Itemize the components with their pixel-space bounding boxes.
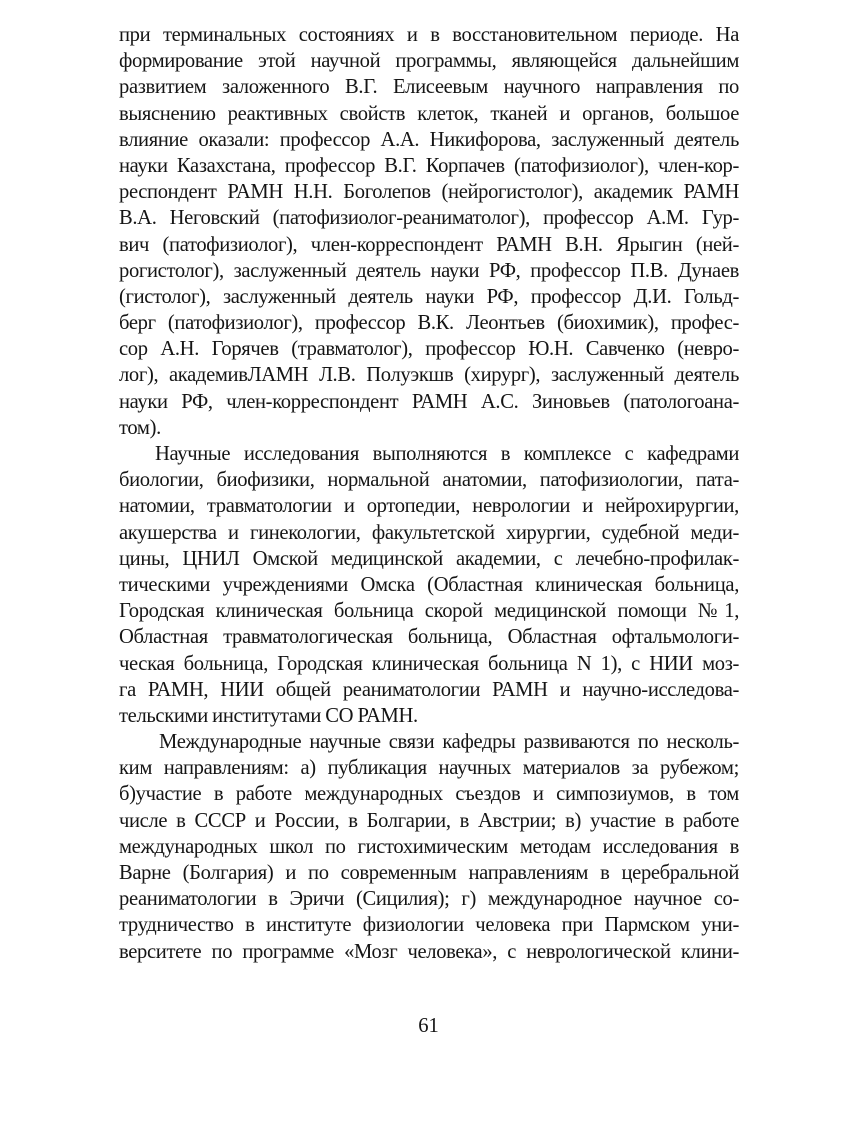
text-line: международных школ по гистохимическим методам исследования в xyxy=(119,835,739,858)
text-line: трудничество в институте физиологии человека при Пармском уни- xyxy=(119,914,739,937)
text-line: акушерства и гинекологии, факультетской хирургии, судебной меди- xyxy=(119,521,739,544)
text-line: Варне (Болгария) и по современным направлениям в церебральной xyxy=(119,862,739,884)
text-line: б)участие в работе международных съездов и симпозиумов, в том xyxy=(119,783,739,806)
paragraph-2 xyxy=(119,441,739,729)
text-line: В.А. Неговский (патофизиолог-реаниматолог), профессор А.М. Гур- xyxy=(119,207,739,230)
text-line: Городская клиническая больница скорой медицинской помощи №1, xyxy=(119,600,739,623)
paragraph-1 xyxy=(119,22,739,441)
text-line: Областная травматологическая больница, Областная офтальмологи- xyxy=(119,626,739,649)
text-line: том). xyxy=(119,416,161,439)
text-line: формирование этой научной программы, являющейся дальнейшим xyxy=(119,50,739,73)
paragraph-3 xyxy=(119,729,739,965)
text-line: берг (патофизиолог), профессор В.К. Леонтьев (биохимик), профес- xyxy=(119,312,739,335)
text-line: (гистолог), заслуженный деятель науки РФ, профессор Д.И. Гольд- xyxy=(119,285,739,308)
text-line: сор А.Н. Горячев (травматолог), профессор Ю.Н. Савченко (невро- xyxy=(119,338,739,361)
text-line: вич (патофизиолог), член-корреспондент РАМН В.Н. Ярыгин (ней- xyxy=(119,233,739,256)
text-line: га РАМН, НИИ общей реаниматологии РАМН и научно-исследова- xyxy=(119,678,739,701)
text-line: реаниматологии в Эричи (Сицилия); г) международное научное со- xyxy=(119,888,739,911)
text-line: влияние оказали: профессор А.А. Никифорова, заслуженный деятель xyxy=(119,128,739,151)
text-line: развитием заложенного В.Г. Елисеевым научного направления по xyxy=(119,76,739,99)
page-number: 61 xyxy=(418,1015,439,1037)
text-line: при терминальных состояниях и в восстановительном периоде. На xyxy=(119,24,739,46)
text-line: тельскими институтами СО РАМН. xyxy=(119,704,418,727)
text-line: тическими учреждениями Омска (Областная клиническая больница, xyxy=(119,573,739,596)
text-line: натомии, травматологии и ортопедии, неврологии и нейрохирургии, xyxy=(119,495,739,518)
text-line: респондент РАМН Н.Н. Боголепов (нейрогистолог), академик РАМН xyxy=(119,181,739,204)
text-line: выяснению реактивных свойств клеток, тканей и органов, большое xyxy=(119,102,739,125)
text-line: науки Казахстана, профессор В.Г. Корпачев (патофизиолог), член-кор- xyxy=(119,154,739,177)
text-line: цины, ЦНИЛ Омской медицинской академии, с лечебно-профилак- xyxy=(119,547,739,570)
body-text xyxy=(119,22,739,965)
text-line: ческая больница, Городская клиническая больница N 1), с НИИ моз- xyxy=(119,652,739,675)
text-line: ким направлениям: а) публикация научных материалов за рубежом; xyxy=(119,757,739,780)
text-line: числе в СССР и России, в Болгарии, в Австрии; в) участие в работе xyxy=(119,809,739,832)
text-line: биологии, биофизики, нормальной анатомии, патофизиологии, пата- xyxy=(119,469,739,492)
text-line: верситете по программе «Мозг человека», с неврологической клини- xyxy=(119,940,739,963)
text-line: Научные исследования выполняются в комплексе с кафедрами xyxy=(155,443,739,465)
text-line: рогистолог), заслуженный деятель науки РФ, профессор П.В. Дунаев xyxy=(119,259,739,282)
text-line: Международные научные связи кафедры развиваются по несколь- xyxy=(159,731,739,754)
text-line: лог), академивЛАМН Л.В. Полуэкшв (хирург), заслуженный деятель xyxy=(119,364,739,387)
text-line: науки РФ, член-корреспондент РАМН А.С. Зиновьев (патологоана- xyxy=(119,390,739,413)
